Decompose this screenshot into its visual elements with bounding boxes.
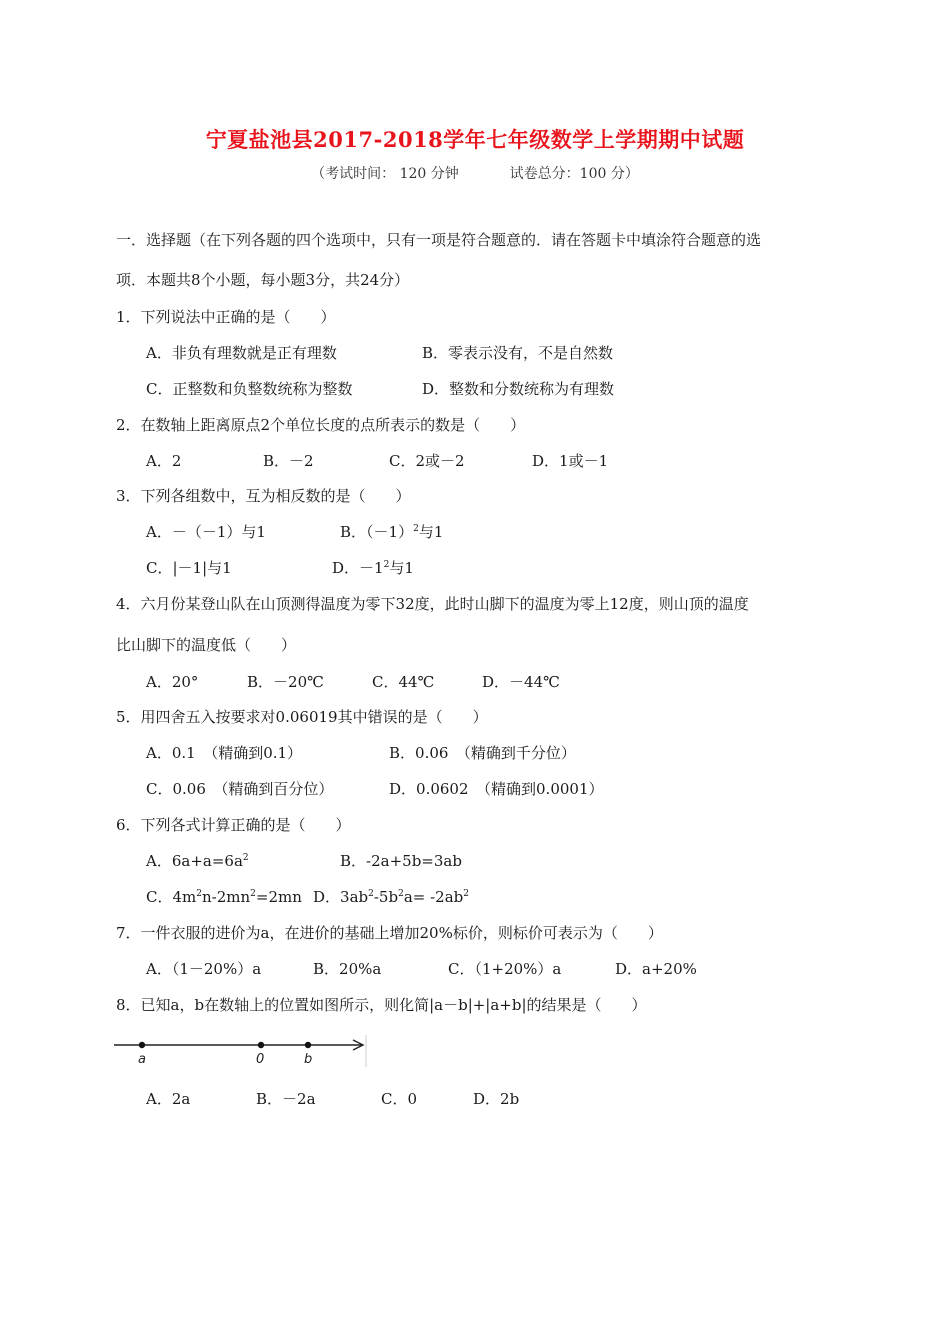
page-title: 宁夏盐池县2017-2018学年七年级数学上学期期中试题 [205,127,745,152]
point-a [139,1042,145,1048]
q5-option-c: C．0.06 （精确到百分位） [146,780,334,798]
q4-option-b: B．－20℃ [247,673,324,691]
exam-score: 试卷总分：100 分） [509,166,639,182]
q1-option-c: C．正整数和负整数统称为整数 [146,380,353,398]
label-a: a [138,1052,146,1067]
q8-option-b: B．－2a [256,1090,316,1108]
q5-stem: 5．用四舍五入按要求对0.06019其中错误的是（ ） [116,708,488,726]
q2-option-d: D．1或－1 [532,452,609,470]
q3-option-a: A．－（－1）与1 [146,523,266,541]
q4-stem-line1: 4．六月份某登山队在山顶测得温度为零下32度，此时山脚下的温度为零上12度，则山顶的温度 [116,595,749,613]
q6-option-c: C．$4m^2n-2mn^2=2mn$ [146,888,302,906]
number-line-figure [112,1033,372,1069]
q1-option-a: A．非负有理数就是正有理数 [146,344,337,362]
q3-stem: 3．下列各组数中，互为相反数的是（ ） [116,487,411,505]
q2-option-b: B．－2 [263,452,314,470]
q5-option-b: B．0.06 （精确到千分位） [389,744,576,762]
point-b [305,1042,311,1048]
section-intro-line1: 一．选择题（在下列各题的四个选项中，只有一项是符合题意的．请在答题卡中填涂符合题意的选 [116,231,762,249]
q2-option-c: C．2或－2 [389,452,465,470]
q8-stem: 8．已知a，b在数轴上的位置如图所示，则化简|a－b|+|a+b|的结果是（ ） [116,996,647,1014]
q3-option-c: C．|－1|与1 [146,559,232,577]
q7-option-d: D．a+20% [615,960,697,978]
point-origin [258,1042,264,1048]
q5-option-a: A．0.1 （精确到0.1） [146,744,303,762]
q6-option-a: A．$6a+a=6a^2$ [146,852,249,870]
q8-option-a: A．2a [146,1090,191,1108]
q2-stem: 2．在数轴上距离原点2个单位长度的点所表示的数是（ ） [116,416,526,434]
q4-option-d: D．－44℃ [482,673,560,691]
exam-info [0,163,950,183]
q6-stem: 6．下列各式计算正确的是（ ） [116,816,351,834]
q6-option-b: B．-2a+5b=3ab [340,852,462,870]
q7-stem: 7．一件衣服的进价为a，在进价的基础上增加20%标价，则标价可表示为（ ） [116,924,663,942]
q1-option-b: B．零表示没有，不是自然数 [422,344,614,362]
q1-option-d: D．整数和分数统称为有理数 [422,380,615,398]
q3-option-d: D．$-1^2$与1 [332,559,414,577]
label-b: b [304,1052,313,1067]
q3-option-b: B．$(-1)^2$与1 [340,523,444,541]
q8-option-d: D．2b [473,1090,520,1108]
q4-option-c: C．44℃ [372,673,435,691]
label-origin: 0 [256,1052,265,1067]
q7-option-a: A．（1－20%）a [146,960,262,978]
q2-option-a: A．2 [146,452,182,470]
q1-stem: 1．下列说法中正确的是（ ） [116,308,336,326]
q4-option-a: A．20° [146,673,199,691]
q6-option-d: D．$3ab^2-5b^2a= -2ab^2$ [313,888,469,906]
q8-option-c: C．0 [381,1090,418,1108]
q5-option-d: D．0.0602 （精确到0.0001） [389,780,604,798]
section-intro-line2: 项．本题共8个小题，每小题3分，共24分） [116,271,410,289]
q7-option-b: B．20%a [313,960,382,978]
q4-stem-line2: 比山脚下的温度低（ ） [116,636,297,654]
exam-time: （考试时间： 120 分钟 [311,166,459,182]
q7-option-c: C．（1+20%）a [448,960,562,978]
